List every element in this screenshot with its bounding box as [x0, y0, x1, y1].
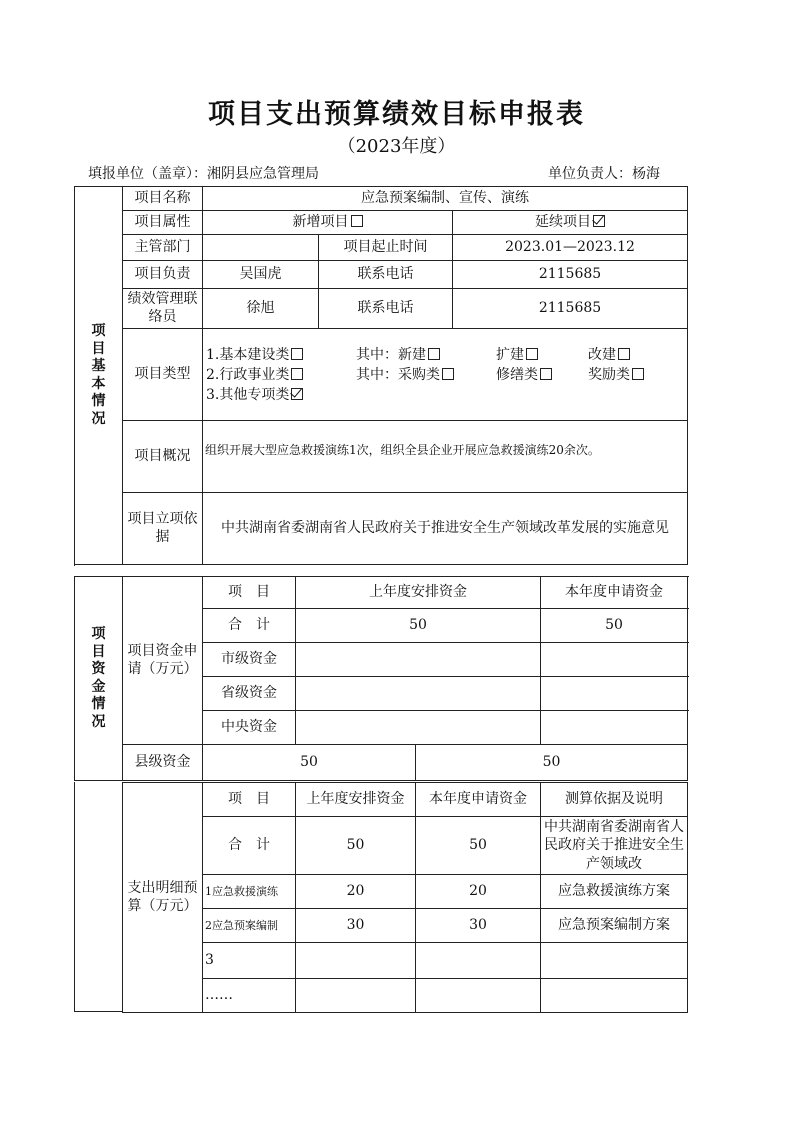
leader-phone: 2115685 [453, 261, 688, 289]
leader-name: 吴国虎 [203, 261, 319, 289]
dept-value [203, 235, 319, 261]
project-type-label: 项目类型 [123, 329, 203, 421]
fund-row-curr [541, 711, 688, 745]
period-value: 2023.01—2023.12 [453, 235, 688, 261]
dept-label: 主管部门 [123, 235, 203, 261]
fund-row-curr: 50 [416, 745, 688, 781]
expense-header-item: 项 目 [203, 783, 296, 817]
type-checkbox [291, 368, 303, 380]
type-checkbox [632, 368, 644, 380]
fund-row-name: 市级资金 [203, 643, 296, 677]
period-label: 项目起止时间 [319, 235, 453, 261]
reporting-unit-label: 填报单位（盖章）： [88, 166, 207, 182]
project-type-options [203, 329, 688, 421]
leader-phone-label: 联系电话 [319, 261, 453, 289]
expense-row-prev [296, 979, 416, 1013]
expense-row-note [541, 979, 688, 1013]
project-name-label: 项目名称 [123, 187, 203, 211]
type-row-2: 2.行政事业类 其中：采购类 修缮类 奖励类 [206, 365, 685, 385]
project-attr-label: 项目属性 [123, 211, 203, 235]
page-year: （2023年度） [337, 136, 456, 157]
overview-label: 项目概况 [123, 421, 203, 493]
basis-label: 项目立项依据 [123, 493, 203, 565]
expense-row-name: …… [203, 979, 296, 1013]
expense-label: 支出明细预算（万元） [123, 783, 203, 1013]
expense-header-prev: 上年度安排资金 [296, 783, 416, 817]
fund-section-frame [74, 782, 122, 1012]
expense-row-name: 2应急预案编制 [203, 909, 296, 943]
expense-row-note: 中共湖南省委湖南省人民政府关于推进安全生产领域改 [541, 817, 688, 875]
expense-row-curr: 50 [416, 817, 541, 875]
expense-detail-table [122, 782, 688, 1013]
type-checkbox [428, 348, 440, 360]
fund-row-prev [296, 677, 541, 711]
expense-row-curr: 30 [416, 909, 541, 943]
expense-row-prev [296, 943, 416, 979]
fund-row-prev: 50 [203, 745, 416, 781]
fund-row-curr [541, 643, 688, 677]
fund-row-name: 合 计 [203, 609, 296, 643]
fund-header-prev: 上年度安排资金 [296, 577, 541, 609]
expense-row-name: 1应急救援演练 [203, 875, 296, 909]
attr-new-checkbox [351, 215, 363, 227]
reporting-unit-value: 湘阴县应急管理局 [207, 166, 319, 182]
expense-row-prev: 20 [296, 875, 416, 909]
fund-row-prev: 50 [296, 609, 541, 643]
perf-contact-label: 绩效管理联络员 [123, 289, 203, 329]
perf-contact-name: 徐旭 [203, 289, 319, 329]
fund-row-prev [296, 711, 541, 745]
type-checkbox [618, 348, 630, 360]
expense-row-note: 应急预案编制方案 [541, 909, 688, 943]
fund-row-name: 县级资金 [123, 745, 203, 781]
fund-row-name: 省级资金 [203, 677, 296, 711]
expense-row-note [541, 943, 688, 979]
project-name-value: 应急预案编制、宣传、演练 [203, 187, 688, 211]
basic-info-table [74, 186, 688, 565]
unit-head-value: 杨海 [632, 166, 660, 182]
fund-info-table [74, 576, 688, 781]
expense-row-curr [416, 943, 541, 979]
expense-row-prev: 30 [296, 909, 416, 943]
expense-row-curr: 20 [416, 875, 541, 909]
type-checkbox [442, 368, 454, 380]
fund-row-curr [541, 677, 688, 711]
fund-row-prev [296, 643, 541, 677]
expense-header-note: 测算依据及说明 [541, 783, 688, 817]
unit-head [548, 163, 660, 183]
fund-row-curr: 50 [541, 609, 688, 643]
unit-head-label: 单位负责人： [548, 166, 632, 182]
basis-value: 中共湖南省委湖南省人民政府关于推进安全生产领域改革发展的实施意见 [203, 493, 688, 565]
perf-phone: 2115685 [453, 289, 688, 329]
expense-row-note: 应急救援演练方案 [541, 875, 688, 909]
type-checkbox-checked [291, 388, 303, 400]
type-row-1: 1.基本建设类 其中：新建 扩建 改建 [206, 345, 685, 365]
type-checkbox [291, 348, 303, 360]
expense-header-curr: 本年度申请资金 [416, 783, 541, 817]
attr-cont-checkbox [593, 215, 605, 227]
expense-row-prev: 50 [296, 817, 416, 875]
page-title: 项目支出预算绩效目标申报表 [208, 99, 585, 130]
attr-cont-option: 延续项目 [453, 211, 688, 235]
section-basic-info: 项 目 基 本 情 况 [75, 187, 123, 565]
fund-header-curr: 本年度申请资金 [541, 577, 688, 609]
fund-row-name: 中央资金 [203, 711, 296, 745]
perf-phone-label: 联系电话 [319, 289, 453, 329]
fund-header-item: 项 目 [203, 577, 296, 609]
attr-new-option: 新增项目 [203, 211, 453, 235]
leader-label: 项目负责 [123, 261, 203, 289]
expense-row-curr [416, 979, 541, 1013]
type-checkbox [540, 368, 552, 380]
type-row-3: 3.其他专项类 [206, 385, 685, 405]
type-checkbox [526, 348, 538, 360]
expense-row-name: 3 [203, 943, 296, 979]
section-fund-info: 项 目 资 金 情 况 [75, 577, 123, 781]
expense-row-name: 合 计 [203, 817, 296, 875]
fund-apply-label: 项目资金申请（万元） [123, 577, 203, 745]
overview-value: 组织开展大型应急救援演练1次，组织全县企业开展应急救援演练20余次。 [203, 421, 688, 493]
reporting-unit [88, 163, 319, 183]
